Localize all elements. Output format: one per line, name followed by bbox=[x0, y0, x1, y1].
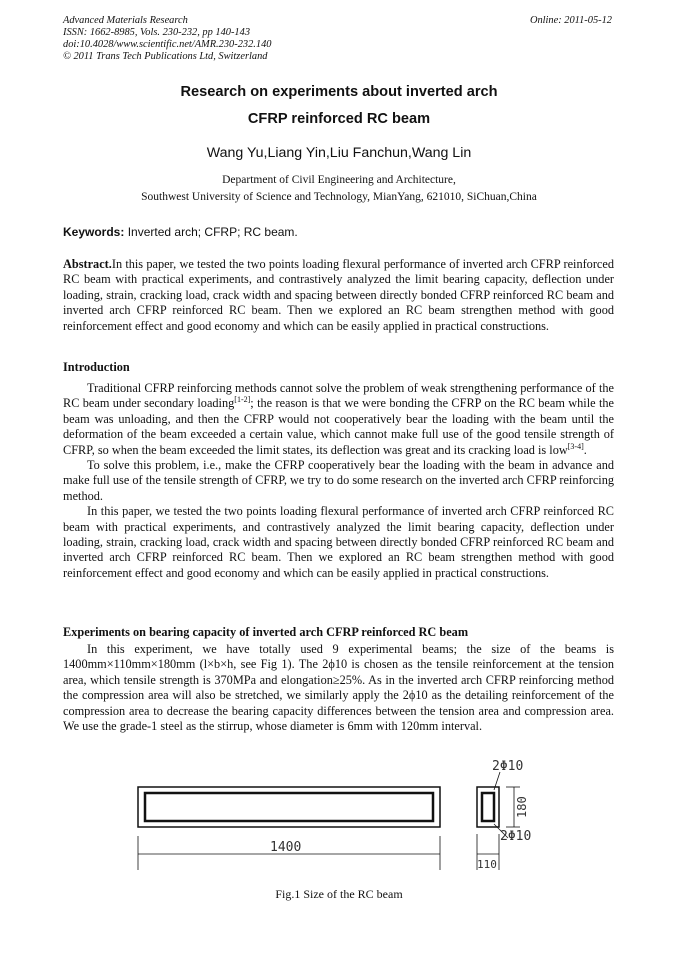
top-bar-label: 2Φ10 bbox=[492, 759, 524, 774]
intro-p1-text-a: Traditional CFRP reinforcing methods cannot solve the problem of weak strengthening performance of the RC beam under secondary loading bbox=[63, 381, 614, 411]
citation-ref: [1-2] bbox=[234, 395, 251, 405]
issn: ISSN: 1662-8985, Vols. 230-232, pp 140-143 bbox=[63, 27, 251, 38]
experiments-body bbox=[63, 642, 614, 734]
width-label: 110 bbox=[477, 858, 497, 871]
intro-paragraph-1 bbox=[63, 381, 614, 458]
online-date: Online: 2011-05-12 bbox=[529, 15, 612, 26]
experiments-paragraph-1: In this experiment, we have totally used 9 experimental beams; the size of the beams is 1400mm×110mm×180mm (l×b×h, see Fig 1). The 2ϕ10 is chosen as the tensile reinforcement at the tension area, which tensile strength is 370MPa and elongation≥25%. As in the inverted arch CFRP reinforcing method the compression area will also be stretched, we similarly apply the 2ϕ10 as the detailing reinforcement of the compression area to decrease the bearing capacity differences between the tension area and compression area. We use the grade-1 steel as the stirrup, whose diameter is 6mm with 120mm interval. bbox=[63, 642, 614, 734]
abstract bbox=[63, 257, 614, 334]
paper-title-line-1: Research on experiments about inverted arch bbox=[180, 84, 498, 100]
keywords-label: Keywords: bbox=[63, 225, 125, 239]
abstract-text: In this paper, we tested the two points loading flexural performance of inverted arch CFRP reinforced RC beam with practical experiments, and contrastively analyzed the limit bearing capacity, deflection under loading, strain, cracking load, crack width and spacing between directly bonded CFRP reinforced RC beam and inverted arch CFRP reinforced RC beam. Then we explored an RC beam strengthen method with good reinforcement effect and good economy and which can be easily applied in practical constructions. bbox=[63, 257, 614, 333]
height-label: 180 bbox=[515, 796, 529, 818]
abstract-label: Abstract. bbox=[63, 257, 112, 271]
section-heading-experiments: Experiments on bearing capacity of inverted arch CFRP reinforced RC beam bbox=[63, 625, 469, 639]
intro-paragraph-3: In this paper, we tested the two points loading flexural performance of inverted arch CFRP reinforced RC beam with practical experiments, and contrastively analyzed the limit bearing capacity, deflection under loading, strain, cracking load, crack width and spacing between directly bonded CFRP reinforced RC beam and inverted arch CFRP reinforced RC beam. Then we explored an RC beam strengthen method with good reinforcement effect and good economy and which can be easily applied in practical constructions. bbox=[63, 504, 614, 580]
intro-paragraph-2: To solve this problem, i.e., make the CFRP cooperatively bear the loading with the beam in advance and make full use of the tensile strength of CFRP, we try to do some research on the inverted arch CFRP reinforcing method. bbox=[63, 458, 614, 503]
intro-p1-text-b: ; the reason is that we were bonding the CFRP on the RC beam while the beam was unloading, and then the CFRP would not cooperatively bear the loading with the beam until the deformation of the beam exceeded a certain value, which cannot make full use of the good tensile strength of CFRP, so when the beam exceeded the limit states, its deflection was great and its cracking load is low bbox=[63, 396, 615, 457]
running-header bbox=[63, 15, 271, 63]
authors: Wang Yu,Liang Yin,Liu Fanchun,Wang Lin bbox=[206, 145, 472, 161]
figure-caption: Fig.1 Size of the RC beam bbox=[275, 887, 403, 901]
intro-p1-end: . bbox=[583, 442, 587, 457]
copyright: © 2011 Trans Tech Publications Ltd, Switzerland bbox=[63, 51, 268, 62]
affiliation-line-1: Department of Civil Engineering and Architecture, bbox=[222, 174, 456, 186]
keywords-text: Inverted arch; CFRP; RC beam. bbox=[127, 225, 298, 239]
journal-name: Advanced Materials Research bbox=[63, 15, 188, 26]
introduction-body bbox=[63, 381, 614, 581]
doi: doi:10.4028/www.scientific.net/AMR.230-232.140 bbox=[63, 39, 272, 50]
bottom-bar-label: 2Φ10 bbox=[500, 829, 532, 844]
section-heading-introduction: Introduction bbox=[63, 360, 130, 374]
stirrup bbox=[482, 793, 494, 821]
beam-size-figure bbox=[120, 750, 560, 875]
paper-title-line-2: CFRP reinforced RC beam bbox=[247, 111, 431, 127]
affiliation-line-2: Southwest University of Science and Technology, MianYang, 621010, SiChuan,China bbox=[141, 191, 537, 203]
keywords bbox=[63, 225, 298, 239]
length-label: 1400 bbox=[270, 840, 302, 855]
citation-ref: [3-4] bbox=[567, 441, 584, 451]
beam-reinforcement-cage bbox=[145, 793, 433, 821]
